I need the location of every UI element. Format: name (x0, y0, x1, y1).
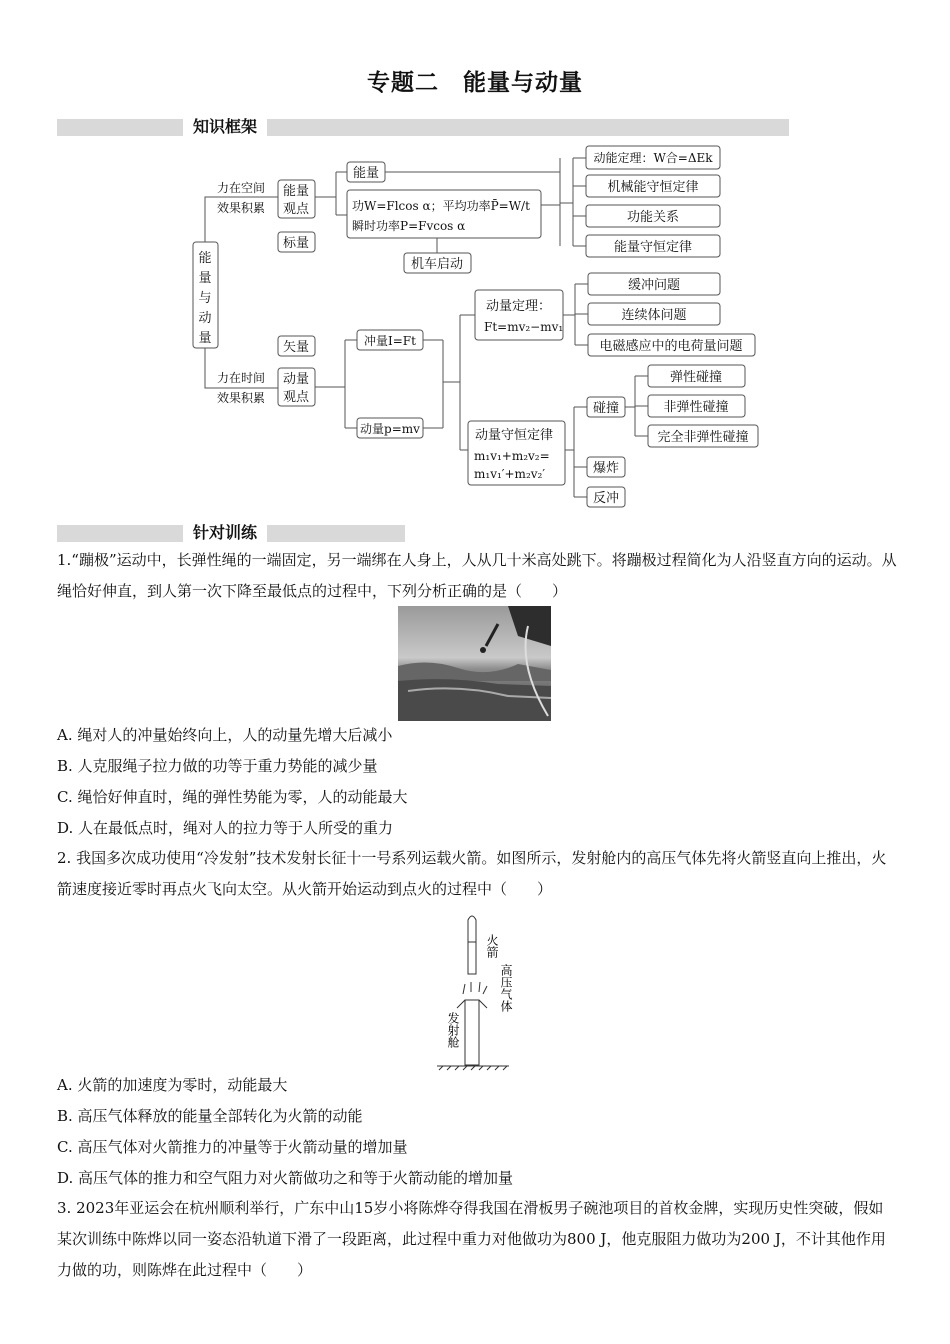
question-1-option: A. 绳对人的冲量始终向上，人的动量先增大后减小 (57, 726, 393, 744)
question-2-option: C. 高压气体对火箭推力的冲量等于火箭动量的增加量 (57, 1138, 408, 1156)
section-title-framework: 知识框架 (183, 117, 267, 137)
energy-node: 能量 (352, 166, 380, 181)
gas-label: 高压气体 (499, 964, 513, 1012)
mom-conservation-formula: m₁v₁+m₂v₂= (474, 449, 550, 463)
question-1-option: C. 绳恰好伸直时，绳的弹性势能为零，人的动能最大 (57, 788, 408, 806)
inelastic-collision: 非弹性碰撞 (663, 400, 729, 415)
momentum-view: 动量 (282, 372, 310, 387)
momentum-view: 观点 (282, 390, 310, 405)
question-2-option: A. 火箭的加速度为零时，动能最大 (57, 1076, 288, 1094)
space-label: 效果积累 (216, 201, 266, 215)
question-1-option: B. 人克服绳子拉力做的功等于重力势能的减少量 (57, 757, 378, 775)
root-char: 量 (198, 271, 212, 286)
car-start: 机车启动 (410, 257, 464, 272)
question-2-stem: 2. 我国多次成功使用“冷发射”技术发射长征十一号系列运载火箭。如图所示，发射舱内的高压气体先将火箭竖直向上推出，火箭速度接近零时再点火飞向太空。从火箭开始运动到点火的过程中（ ） (57, 849, 887, 898)
energy-conservation: 能量守恒定律 (613, 240, 693, 255)
question-3-stem: 3. 2023年亚运会在杭州顺利举行，广东中山15岁小将陈烨夺得我国在滑板男子碗池项目的首枚金牌，实现历史性突破，假如某次训练中陈烨以同一姿态沿轨道下滑了一段距离，此过程中重力对他做功为800 J，他克服阻力做功为200 J，不计其他作用力做的功，则陈烨在此过程中（ ） (57, 1199, 886, 1279)
impulse-node: 冲量I=Ft (364, 334, 416, 348)
elastic-collision: 弹性碰撞 (669, 370, 723, 385)
work-energy: 功能关系 (626, 210, 680, 225)
page-title: 专题二 能量与动量 (367, 70, 583, 96)
mom-theorem: 动量定理： (486, 299, 552, 314)
root-char: 与 (198, 291, 212, 306)
connected-problem: 连续体问题 (621, 308, 687, 323)
question-1-option: D. 人在最低点时，绳对人的拉力等于人所受的重力 (57, 819, 394, 837)
space-label: 力在空间 (216, 181, 266, 195)
section-title-training: 针对训练 (183, 523, 267, 543)
recoil-node: 反冲 (592, 491, 620, 506)
explosion-node: 爆炸 (592, 461, 620, 476)
cabin-label: 发射舱 (446, 1012, 460, 1048)
em-charge-problem: 电磁感应中的电荷量问题 (599, 339, 743, 354)
power-formula: 瞬时功率P=Fvcos α (352, 219, 466, 233)
work-formula: 功W=Flcos α；平均功率P̄=W/t (352, 199, 530, 213)
question-2-option: D. 高压气体的推力和空气阻力对火箭做功之和等于火箭动能的增加量 (57, 1169, 514, 1187)
momentum-node: 动量p=mv (360, 422, 420, 436)
time-label: 效果积累 (216, 391, 266, 405)
rocket-label: 火箭 (485, 934, 499, 958)
scalar-label: 标量 (282, 236, 310, 251)
ke-theorem: 动能定理：W合=ΔEk (593, 151, 713, 165)
mech-conservation: 机械能守恒定律 (607, 180, 699, 195)
energy-view: 能量 (282, 184, 310, 199)
knowledge-mindmap (0, 0, 950, 520)
root-char: 量 (198, 331, 212, 346)
energy-view: 观点 (282, 202, 310, 217)
vector-label: 矢量 (282, 340, 310, 355)
perfect-inelastic-collision: 完全非弹性碰撞 (657, 430, 749, 445)
collision-node: 碰撞 (592, 401, 620, 416)
bungee-photo (398, 606, 551, 721)
time-label: 力在时间 (216, 371, 266, 385)
mom-conservation: 动量守恒定律 (475, 428, 554, 443)
root-char: 动 (198, 311, 212, 326)
rocket-figure (425, 912, 545, 1072)
mom-theorem-formula: Ft=mv₂−mv₁ (484, 320, 564, 334)
mom-conservation-formula: m₁v₁′+m₂v₂′ (474, 467, 546, 481)
buffer-problem: 缓冲问题 (627, 278, 681, 293)
root-char: 能 (198, 251, 212, 266)
question-1-stem: 1.“蹦极”运动中，长弹性绳的一端固定，另一端绑在人身上，人从几十米高处跳下。将蹦极过程简化为人沿竖直方向的运动。从绳恰好伸直，到人第一次下降至最低点的过程中，下列分析正确的是（ ） (57, 551, 897, 600)
question-2-option: B. 高压气体释放的能量全部转化为火箭的动能 (57, 1107, 363, 1125)
